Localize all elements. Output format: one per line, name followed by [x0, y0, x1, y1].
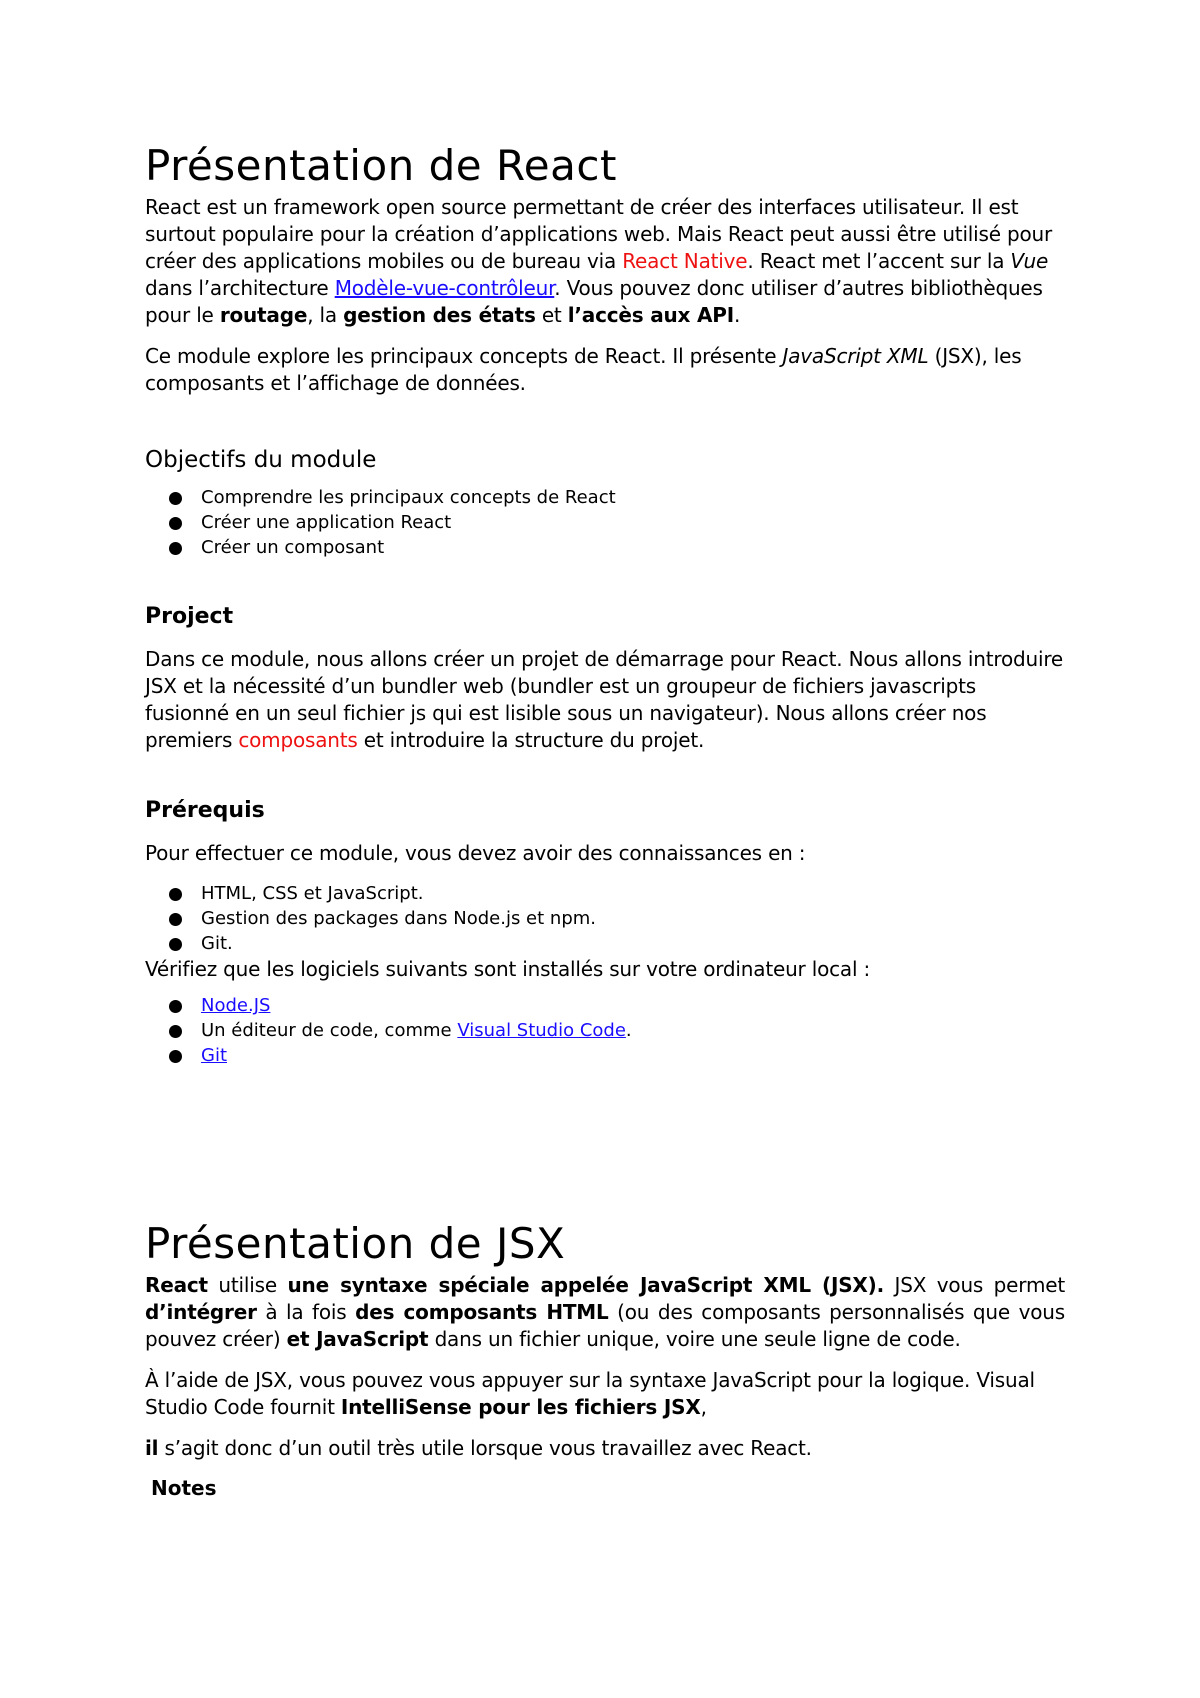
project-paragraph	[145, 646, 1065, 754]
list-item	[145, 535, 1065, 560]
objectives-list	[145, 485, 1065, 560]
vue-text: Vue	[1010, 249, 1049, 273]
bold-text: d’intégrer	[145, 1300, 257, 1324]
text: JSX vous permet	[883, 1273, 1065, 1297]
text: . React met l’accent sur la	[747, 249, 1011, 273]
bullet-icon	[169, 913, 182, 926]
list-item-text: Créer une application React	[201, 512, 452, 533]
text: dans un fichier unique, voire une seule ligne de code.	[428, 1327, 961, 1351]
text: À l’aide de JSX, vous pouvez vous appuyer sur la syntaxe JavaScript pour la logique. Visual Studio Code fournit	[145, 1368, 1035, 1419]
text: . Vous pouvez donc utiliser d’autres bibliothèques pour le	[145, 276, 1043, 327]
section-title-react: Présentation de React	[145, 141, 617, 190]
list-item	[145, 1018, 1065, 1043]
prereq-intro: Pour effectuer ce module, vous devez avoir des connaissances en :	[145, 841, 806, 865]
bullet-icon	[169, 888, 182, 901]
bold-text: React	[145, 1273, 208, 1297]
text: .	[734, 303, 741, 327]
bullet-icon	[169, 492, 182, 505]
acces-text: l’accès aux API	[567, 303, 735, 327]
list-item	[145, 485, 1065, 510]
text: Dans ce module, nous allons créer un projet de démarrage pour React. Nous allons introduire JSX et la nécessité d’un bundler web (bundler est un groupeur de fichiers javascripts fusionné en un seul fichier js qui est lisible sous un navigateur). Nous allons créer nos premiers	[145, 647, 1064, 752]
list-item-text: Créer un composant	[201, 537, 385, 558]
list-item	[145, 510, 1065, 535]
text: et introduire la structure du projet.	[357, 728, 705, 752]
bold-text: IntelliSense pour les fichiers JSX	[340, 1395, 701, 1419]
software-list	[145, 993, 1065, 1068]
list-item	[145, 931, 1065, 956]
text: (ou des composants personnalisés que vous pouvez créer)	[145, 1300, 1065, 1351]
composants-text: composants	[238, 728, 358, 752]
prereq-heading: Prérequis	[145, 798, 265, 823]
document-content	[145, 140, 1065, 1500]
text: s’agit donc d’un outil très utile lorsque vous travaillez avec React.	[158, 1436, 812, 1460]
text: (JSX), les composants et l’affichage de données.	[145, 344, 1022, 395]
jsx-paragraph-2	[145, 1367, 1065, 1421]
text: Ce module explore les principaux concepts de React. Il présente	[145, 344, 783, 368]
bullet-icon	[169, 1025, 182, 1038]
bullet-icon	[169, 542, 182, 555]
jsx-paragraph-1	[145, 1272, 1065, 1353]
bullet-icon	[169, 517, 182, 530]
text: dans l’architecture	[145, 276, 335, 300]
text: et	[535, 303, 568, 327]
text: ,	[700, 1395, 707, 1419]
git-link[interactable]: Git	[201, 1045, 228, 1066]
jsx-italic-text: JavaScript XML	[782, 344, 929, 368]
list-item-text: Comprendre les principaux concepts de React	[201, 487, 616, 508]
list-item	[145, 1043, 1065, 1068]
nodejs-link[interactable]: Node.JS	[201, 995, 271, 1016]
bullet-icon	[169, 1000, 182, 1013]
prereq-list	[145, 881, 1065, 956]
objectives-heading: Objectifs du module	[145, 447, 377, 473]
text: React est un framework open source permettant de créer des interfaces utilisateur. Il est surtout populaire pour la création d’applications web. Mais React peut aussi être utilisé pour créer des applications mobiles ou de bureau via	[145, 195, 1053, 273]
list-item	[145, 993, 1065, 1018]
verify-text: Vérifiez que les logiciels suivants sont installés sur votre ordinateur local :	[145, 957, 871, 981]
project-heading: Project	[145, 604, 234, 629]
bold-text: des composants HTML	[355, 1300, 609, 1324]
jsx-paragraph-3	[145, 1435, 1065, 1462]
bullet-icon	[169, 938, 182, 951]
text: , la	[307, 303, 344, 327]
mvc-link[interactable]: Modèle-vue-contrôleur	[334, 276, 555, 300]
react-intro-paragraph	[145, 194, 1065, 329]
list-item-text: HTML, CSS et JavaScript.	[201, 883, 424, 904]
bold-text: il	[145, 1436, 159, 1460]
gestion-text: gestion des états	[343, 303, 536, 327]
text: Un éditeur de code, comme	[201, 1020, 458, 1041]
list-item-text: Git.	[201, 933, 233, 954]
notes-label: Notes	[151, 1476, 217, 1500]
list-item-text: Gestion des packages dans Node.js et npm.	[201, 908, 596, 929]
text: .	[625, 1020, 632, 1041]
list-item	[145, 881, 1065, 906]
routage-text: routage	[219, 303, 308, 327]
bold-text: une syntaxe spéciale appelée JavaScript XML (JSX).	[287, 1273, 884, 1297]
text: utilise	[207, 1273, 288, 1297]
react-native-text: React Native	[622, 249, 748, 273]
module-paragraph	[145, 343, 1065, 397]
section-title-jsx: Présentation de JSX	[145, 1219, 566, 1268]
vscode-link[interactable]: Visual Studio Code	[457, 1020, 626, 1041]
list-item	[145, 906, 1065, 931]
bullet-icon	[169, 1050, 182, 1063]
bold-text: et JavaScript	[286, 1327, 429, 1351]
text: à la fois	[256, 1300, 356, 1324]
